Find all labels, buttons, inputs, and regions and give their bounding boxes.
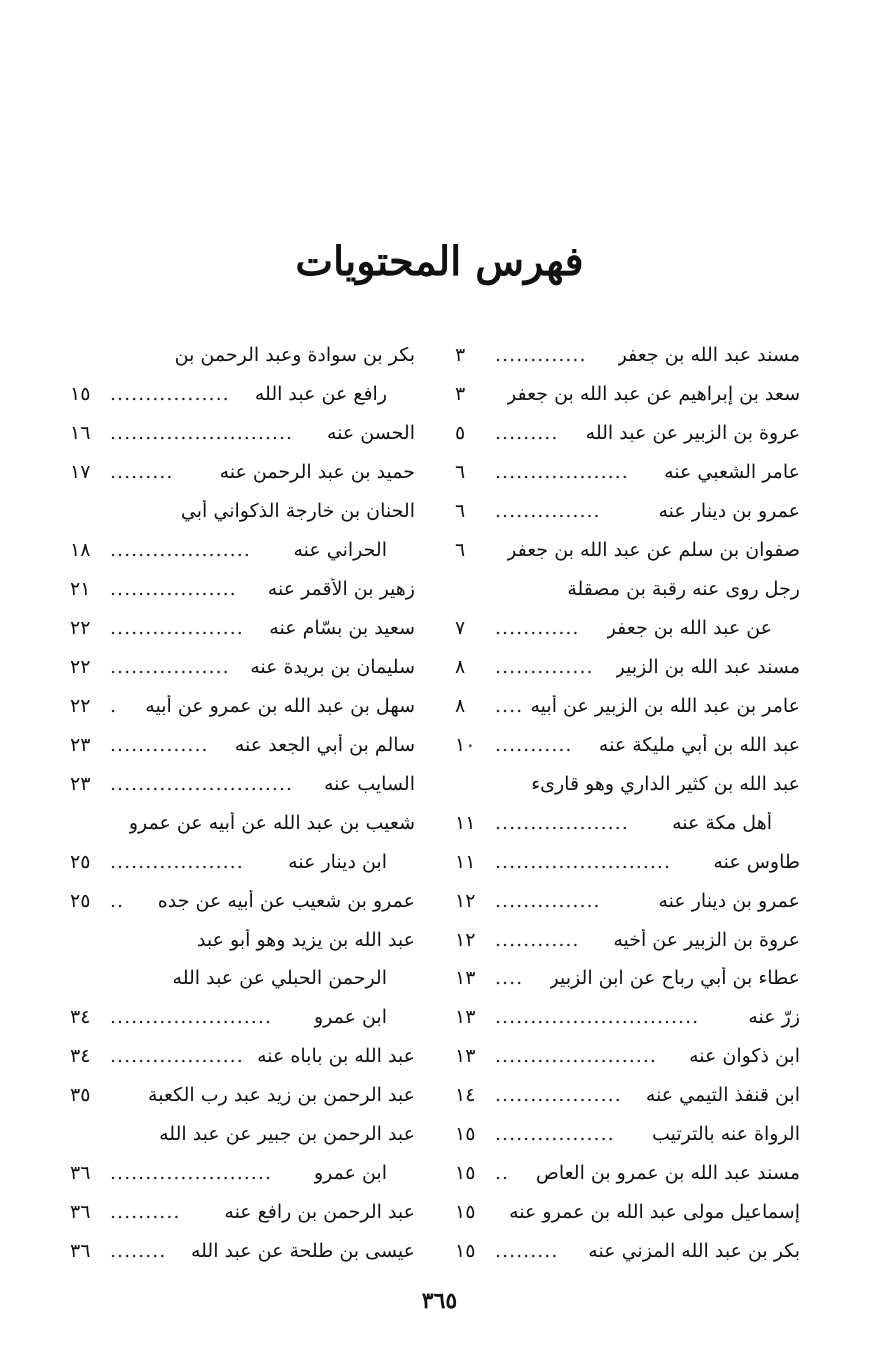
toc-entry-title: بكر بن عبد الله المزني عنه xyxy=(588,1240,800,1263)
toc-entry-leader: ....................... xyxy=(495,1045,657,1068)
toc-entry xyxy=(455,1193,800,1232)
toc-entry-page: ١٣ xyxy=(455,1045,476,1068)
toc-entry-title: زرّ عنه xyxy=(748,1006,800,1029)
toc-entry-page: ٣٤ xyxy=(70,1045,91,1068)
toc-entry-title: بكر بن سوادة وعبد الرحمن بن xyxy=(174,344,415,367)
toc-entry-leader: ......................... xyxy=(495,850,671,873)
toc-entry-leader: ........ xyxy=(110,1240,167,1263)
toc-entry-leader: ................... xyxy=(110,850,244,873)
toc-entry-title: عمرو بن دينار عنه xyxy=(658,500,800,523)
toc-entry-leader: ................. xyxy=(110,655,230,678)
toc-entry-leader: ....................... xyxy=(110,1162,272,1185)
toc-entry-page: ١١ xyxy=(455,850,476,873)
toc-entry-title: زهير بن الأقمر عنه xyxy=(267,578,415,601)
toc-entry-page: ١٥ xyxy=(455,1123,476,1146)
toc-entry-title: حميد بن عبد الرحمن عنه xyxy=(219,461,415,484)
toc-entry-title: رافع عن عبد الله xyxy=(254,383,387,406)
toc-entry-page: ١٦ xyxy=(70,422,91,445)
toc-entry-leader: .......................... xyxy=(110,772,294,795)
toc-entry-title: عروة بن الزبير عن أخيه xyxy=(613,928,800,951)
toc-entry-title: مسند عبد الله بن الزبير xyxy=(615,655,800,678)
toc-entry-leader: .......................... xyxy=(110,422,294,445)
toc-entry-title: عبد الله بن يزيد وهو أبو عبد xyxy=(196,928,415,951)
toc-entry xyxy=(455,998,800,1037)
toc-entry-page: ١٣ xyxy=(455,967,476,990)
toc-entry-leader: .......... xyxy=(110,1201,181,1224)
toc-entry-title: عبد الله بن باباه عنه xyxy=(257,1045,415,1068)
toc-entry-page: ١١ xyxy=(455,811,476,834)
toc-entry-title: عروة بن الزبير عن عبد الله xyxy=(585,422,800,445)
toc-entry-page: ٦ xyxy=(455,539,466,562)
toc-entry xyxy=(70,609,415,648)
toc-entry-leader: ............ xyxy=(495,928,580,951)
toc-entry-page: ١٤ xyxy=(455,1084,476,1107)
toc-entry xyxy=(455,842,800,881)
toc-entry-leader: .... xyxy=(495,694,524,717)
toc-entry-page: ١٧ xyxy=(70,461,91,484)
toc-entry-title: عيسى بن طلحة عن عبد الله xyxy=(190,1240,415,1263)
toc-entry xyxy=(70,686,415,725)
toc-entry-page: ٥ xyxy=(455,422,466,445)
toc-entry xyxy=(455,1115,800,1154)
toc-entry-leader: ................... xyxy=(495,811,629,834)
toc-entry xyxy=(455,1154,800,1193)
toc-entry-leader: ............................. xyxy=(495,1006,700,1029)
toc-entry-title: سعد بن إبراهيم عن عبد الله بن جعفر xyxy=(507,383,800,406)
toc-entry-title: عبد الرحمن بن رافع عنه xyxy=(224,1201,415,1224)
toc-entry-leader: .................. xyxy=(110,578,237,601)
toc-entry-title: طاوس عنه xyxy=(713,850,800,873)
toc-entry xyxy=(70,764,415,803)
toc-entry-page: ٣ xyxy=(455,383,466,406)
toc-entry xyxy=(70,1154,415,1193)
toc-entry-page: ٣ xyxy=(455,344,466,367)
toc-entry-page: ٢٢ xyxy=(70,655,91,678)
toc-entry-page: ٣٦ xyxy=(70,1162,91,1185)
toc-entry-page: ١٠ xyxy=(455,733,476,756)
toc-entry xyxy=(455,375,800,414)
toc-entry xyxy=(455,1232,800,1271)
toc-entry-title: مسند عبد الله بن عمرو بن العاص xyxy=(535,1162,800,1185)
toc-entry-title: أهل مكة عنه xyxy=(672,811,772,834)
toc-entry-title: عامر الشعبي عنه xyxy=(664,461,800,484)
toc-entry-title: عامر بن عبد الله بن الزبير عن أبيه xyxy=(530,694,800,717)
toc-entry xyxy=(455,1076,800,1115)
toc-entry-leader: ............ xyxy=(495,617,580,640)
toc-entry-page: ٧ xyxy=(455,617,466,640)
toc-entry-page: ١٥ xyxy=(70,383,91,406)
toc-entry-leader: ........... xyxy=(495,733,573,756)
toc-entry xyxy=(455,531,800,570)
toc-entry-title: إسماعيل مولى عبد الله بن عمرو عنه xyxy=(509,1201,800,1224)
toc-column-left xyxy=(70,336,415,1271)
toc-entry-page: ٦ xyxy=(455,500,466,523)
toc-entry xyxy=(70,414,415,453)
toc-entry-title: عطاء بن أبي رباح عن ابن الزبير xyxy=(549,967,800,990)
toc-entry xyxy=(455,920,800,959)
toc-entry xyxy=(70,881,415,920)
toc-entry xyxy=(70,336,415,375)
toc-entry xyxy=(455,492,800,531)
toc-entry-leader: ......... xyxy=(495,1240,559,1263)
toc-entry-page: ١٥ xyxy=(455,1240,476,1263)
toc-entry-page: ١٨ xyxy=(70,539,91,562)
toc-entry-page: ٢٣ xyxy=(70,733,91,756)
toc-entry-leader: .................. xyxy=(495,1084,622,1107)
toc-entry-leader: ................. xyxy=(495,1123,615,1146)
toc-entry xyxy=(70,375,415,414)
toc-entry-page: ١٣ xyxy=(455,1006,476,1029)
toc-entry xyxy=(455,803,800,842)
toc-entry xyxy=(70,570,415,609)
page-title: فهرس المحتويات xyxy=(295,238,584,285)
toc-entry-leader: ......... xyxy=(110,461,174,484)
toc-entry xyxy=(455,959,800,998)
toc-entry-page: ٢٣ xyxy=(70,772,91,795)
toc-entry-title: عبد الله بن أبي مليكة عنه xyxy=(598,733,800,756)
page-number: ٣٦٥ xyxy=(421,1288,458,1314)
toc-entry-title: عمرو بن شعيب عن أبيه عن جده xyxy=(157,889,415,912)
toc-entry-leader: .............. xyxy=(495,655,594,678)
toc-entry-title: ابن دينار عنه xyxy=(288,850,387,873)
toc-column-right xyxy=(455,336,800,1271)
toc-entry xyxy=(455,453,800,492)
toc-entry-page: ٣٦ xyxy=(70,1201,91,1224)
toc-entry xyxy=(70,803,415,842)
toc-entry-title: السايب عنه xyxy=(323,772,415,795)
toc-entry-title: سليمان بن بريدة عنه xyxy=(250,655,415,678)
toc-entry-leader: ................. xyxy=(110,383,230,406)
toc-entry-leader: .... xyxy=(495,967,524,990)
toc-entry-title: رجل روى عنه رقبة بن مصقلة xyxy=(567,578,800,601)
toc-entry-page: ٦ xyxy=(455,461,466,484)
toc-entry-page: ٨ xyxy=(455,655,466,678)
toc-entry xyxy=(70,1232,415,1271)
toc-entry xyxy=(70,725,415,764)
toc-entry-title: الرحمن الحبلي عن عبد الله xyxy=(172,967,387,990)
toc-entry xyxy=(455,686,800,725)
toc-entry-leader: ............... xyxy=(495,500,601,523)
toc-entry-leader: ................... xyxy=(495,461,629,484)
toc-entry xyxy=(455,764,800,803)
toc-entry xyxy=(455,1037,800,1076)
toc-entry-page: ٢١ xyxy=(70,578,91,601)
toc-entry xyxy=(455,648,800,687)
toc-entry xyxy=(455,414,800,453)
toc-entry xyxy=(70,1193,415,1232)
toc-entry xyxy=(70,648,415,687)
toc-entry-leader: ................... xyxy=(110,617,244,640)
toc-entry-title: عبد الله بن كثير الداري وهو قارىء xyxy=(531,772,800,795)
toc-entry xyxy=(70,1076,415,1115)
toc-entry-page: ٣٤ xyxy=(70,1006,91,1029)
toc-entry-leader: .................... xyxy=(110,539,251,562)
toc-entry-leader: . xyxy=(110,694,118,717)
toc-entry xyxy=(70,1115,415,1154)
toc-entry-page: ١٥ xyxy=(455,1162,476,1185)
toc-entry-page: ٢٥ xyxy=(70,889,91,912)
toc-entry-title: مسند عبد الله بن جعفر xyxy=(617,344,800,367)
toc-entry-leader: ......... xyxy=(495,422,559,445)
toc-entry-page: ١٢ xyxy=(455,889,476,912)
toc-entry-page: ٢٢ xyxy=(70,617,91,640)
toc-entry-title: ابن عمرو xyxy=(313,1162,387,1185)
toc-entry-title: الحسن عنه xyxy=(326,422,415,445)
toc-entry-page: ٣٥ xyxy=(70,1084,91,1107)
toc-entry-title: الحراني عنه xyxy=(293,539,387,562)
toc-entry xyxy=(70,453,415,492)
toc-entry-leader: ............... xyxy=(495,889,601,912)
toc-entry-title: شعيب بن عبد الله عن أبيه عن عمرو xyxy=(128,811,415,834)
toc-entry-page: ١٥ xyxy=(455,1201,476,1224)
toc-entry-title: ابن ذكوان عنه xyxy=(689,1045,800,1068)
toc-entry xyxy=(70,959,415,998)
toc-entry-title: عبد الرحمن بن زيد عبد رب الكعبة xyxy=(148,1084,415,1107)
toc-entry-title: سالم بن أبي الجعد عنه xyxy=(234,733,415,756)
toc-entry-page: ٢٢ xyxy=(70,694,91,717)
toc-entry xyxy=(70,998,415,1037)
toc-entry-title: سهل بن عبد الله بن عمرو عن أبيه xyxy=(145,694,415,717)
toc-entry-title: الحنان بن خارجة الذكواني أبي xyxy=(180,500,415,523)
toc-entry xyxy=(70,1037,415,1076)
toc-entry-leader: .. xyxy=(495,1162,510,1185)
toc-entry-title: عبد الرحمن بن جبير عن عبد الله xyxy=(159,1123,415,1146)
toc-entry xyxy=(455,609,800,648)
toc-entry-leader: ............. xyxy=(495,344,587,367)
toc-entry xyxy=(455,725,800,764)
toc-entry-leader: .............. xyxy=(110,733,209,756)
toc-entry-title: سعيد بن بسّام عنه xyxy=(269,617,415,640)
toc-entry xyxy=(70,531,415,570)
toc-entry-title: الرواة عنه بالترتيب xyxy=(651,1123,800,1146)
toc-entry-leader: ................... xyxy=(110,1045,244,1068)
toc-entry-page: ١٢ xyxy=(455,928,476,951)
toc-entry-title: عن عبد الله بن جعفر xyxy=(606,617,772,640)
toc-entry-title: ابن عمرو xyxy=(313,1006,387,1029)
toc-entry xyxy=(70,920,415,959)
toc-entry xyxy=(70,492,415,531)
toc-entry-leader: .. xyxy=(110,889,125,912)
toc-entry-title: ابن قنفذ التيمي عنه xyxy=(645,1084,800,1107)
toc-entry xyxy=(455,881,800,920)
toc-entry-title: صفوان بن سلم عن عبد الله بن جعفر xyxy=(507,539,800,562)
toc-entry-leader: ....................... xyxy=(110,1006,272,1029)
toc-entry-page: ٣٦ xyxy=(70,1240,91,1263)
toc-entry-title: عمرو بن دينار عنه xyxy=(658,889,800,912)
toc-entry-page: ٨ xyxy=(455,694,466,717)
toc-entry xyxy=(455,336,800,375)
toc-entry xyxy=(455,570,800,609)
toc-entry xyxy=(70,842,415,881)
toc-entry-page: ٢٥ xyxy=(70,850,91,873)
